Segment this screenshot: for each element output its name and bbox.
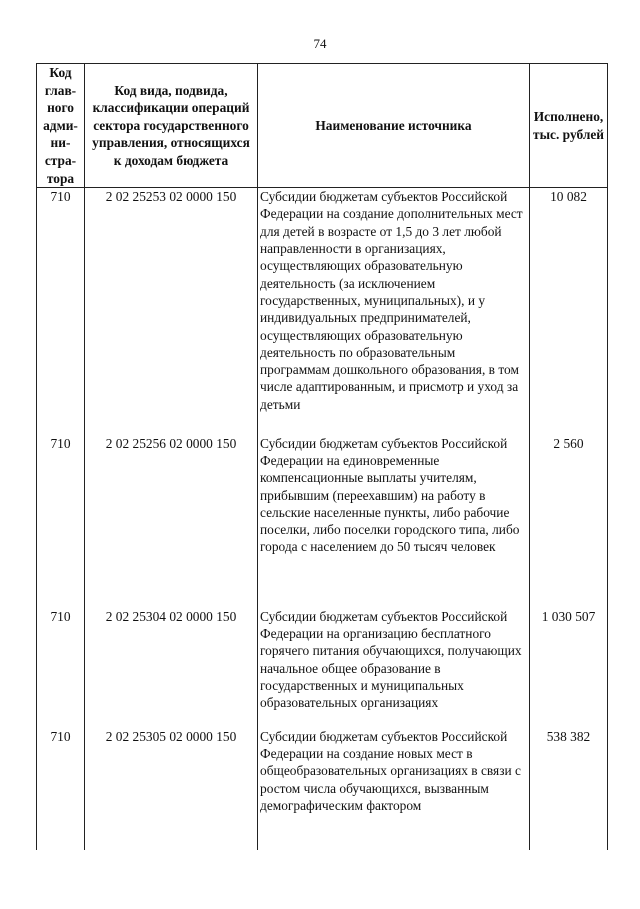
- table-row: [37, 608, 608, 728]
- row-classification-code: 2 02 25305 02 0000 150: [85, 728, 258, 850]
- row-admin-code: 710: [37, 608, 85, 728]
- row-amount: 538 382: [530, 728, 608, 850]
- row-classification-code: 2 02 25253 02 0000 150: [85, 188, 258, 435]
- row-amount: 2 560: [530, 435, 608, 608]
- row-classification-code: 2 02 25304 02 0000 150: [85, 608, 258, 728]
- budget-revenue-table: [36, 63, 608, 850]
- row-source-name: Субсидии бюджетам субъектов Российской Федерации на создание новых мест в общеобразовательных организациях в связи с ростом числа обучающихся, вызванным демографическим фактором: [258, 728, 530, 850]
- row-admin-code: 710: [37, 188, 85, 435]
- row-source-name: Субсидии бюджетам субъектов Российской Федерации на создание дополнительных мест для детей в возрасте от 1,5 до 3 лет любой направленности в организациях, осуществляющих образовательную деятельность (за исключением государственных, муниципальных), и у индивидуальных предпринимателей, осуществляющих образовательную деятельность по образовательным программам дошкольного образования, в том числе адаптированным, и присмотр и уход за детьми: [258, 188, 530, 435]
- header-executed: Исполнено, тыс. рублей: [530, 64, 608, 188]
- page-number: 74: [313, 36, 327, 51]
- header-source-name: Наименование источника: [258, 64, 530, 188]
- header-admin-code: Код глав-ного адми-ни-стра-тора: [37, 64, 85, 188]
- row-amount: 1 030 507: [530, 608, 608, 728]
- header-classification-code: Код вида, подвида, классификации операций сектора государственного управления, относящихся к доходам бюджета: [85, 64, 258, 188]
- table-header: [37, 64, 608, 188]
- row-admin-code: 710: [37, 435, 85, 608]
- table-row: [37, 188, 608, 435]
- row-source-name: Субсидии бюджетам субъектов Российской Федерации на организацию бесплатного горячего питания обучающихся, получающих начальное общее образование в государственных и муниципальных образовательных организациях: [258, 608, 530, 728]
- row-classification-code: 2 02 25256 02 0000 150: [85, 435, 258, 608]
- table-row: [37, 435, 608, 608]
- row-amount: 10 082: [530, 188, 608, 435]
- row-admin-code: 710: [37, 728, 85, 850]
- row-source-name: Субсидии бюджетам субъектов Российской Федерации на единовременные компенсационные выплаты учителям, прибывшим (переехавшим) на работу в сельские населенные пункты, либо рабочие поселки, либо поселки городского типа, либо города с населением до 50 тысяч человек: [258, 435, 530, 608]
- table-row: [37, 728, 608, 850]
